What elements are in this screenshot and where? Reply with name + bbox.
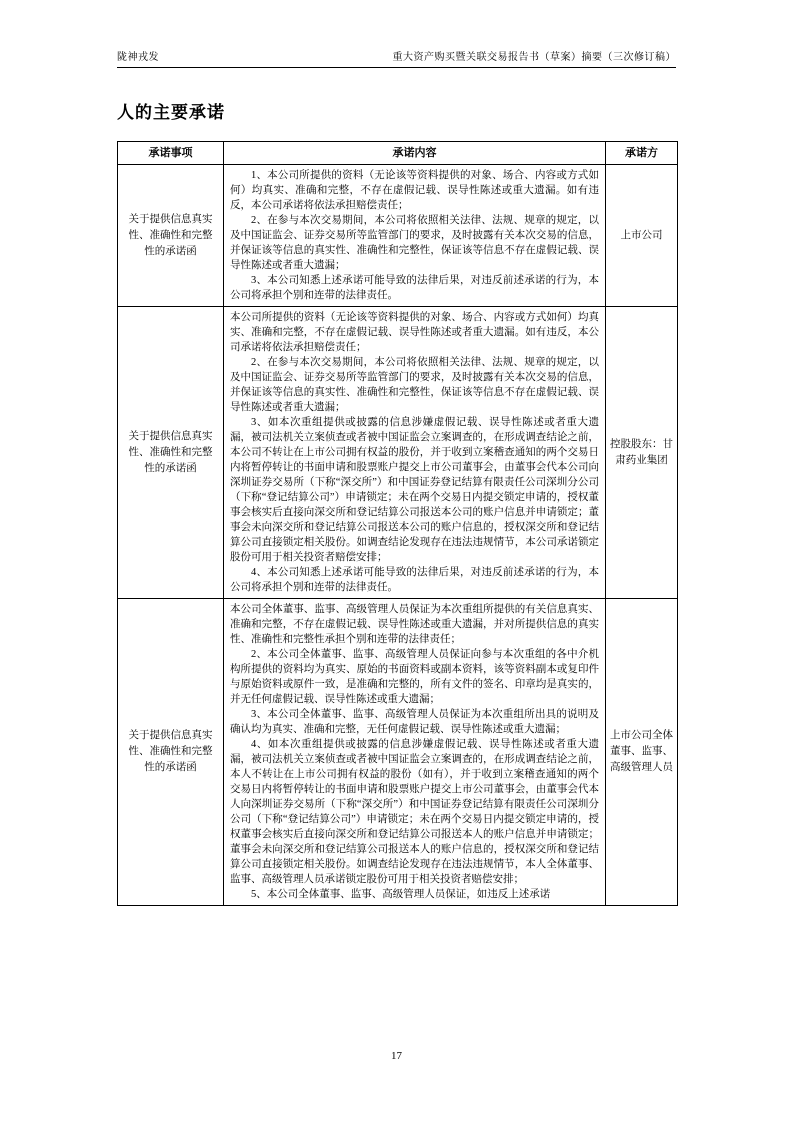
commitment-party: 上市公司全体董事、监事、高级管理人员	[606, 599, 678, 906]
commitment-item: 关于提供信息真实性、准确性和完整性的承诺函	[118, 599, 224, 906]
table-row	[118, 165, 678, 307]
commitment-paragraph: 2、在参与本次交易期间，本公司将依照相关法律、法规、规章的规定，以及中国证监会、证券交易所等监管部门的要求，及时披露有关本次交易的信息，并保证该等信息的真实性、准确性和完整性，保证该等信息不存在虚假记载、误导性陈述或者重大遗漏；	[230, 215, 599, 271]
commitment-paragraph: 3、本公司知悉上述承诺可能导致的法律后果，对违反前述承诺的行为，本公司将承担个别和连带的法律责任。	[230, 275, 599, 301]
page-number: 17	[391, 1050, 402, 1062]
commitment-item: 关于提供信息真实性、准确性和完整性的承诺函	[118, 165, 224, 307]
commitment-content	[224, 307, 606, 599]
column-header-party: 承诺方	[606, 142, 678, 165]
commitment-item: 关于提供信息真实性、准确性和完整性的承诺函	[118, 307, 224, 599]
section-title: 人的主要承诺	[117, 103, 225, 122]
commitment-content	[224, 599, 606, 906]
commitments-table	[117, 141, 678, 906]
table-header-row	[118, 142, 678, 165]
commitment-paragraph: 2、本公司全体董事、监事、高级管理人员保证向参与本次重组的各中介机构所提供的资料均为真实、原始的书面资料或副本资料，该等资料副本或复印件与原始资料或原件一致，是准确和完整的，所有文件的签名、印章均是真实的，并无任何虚假记载、误导性陈述或重大遗漏；	[230, 649, 599, 705]
commitment-paragraph: 4、本公司知悉上述承诺可能导致的法律后果，对违反前述承诺的行为，本公司将承担个别和连带的法律责任。	[230, 567, 599, 593]
table-row	[118, 599, 678, 906]
commitment-paragraph: 3、如本次重组提供或披露的信息涉嫌虚假记载、误导性陈述或者重大遗漏，被司法机关立案侦查或者被中国证监会立案调查的，在形成调查结论之前，本公司不转让在上市公司拥有权益的股份，并于收到立案稽查通知的两个交易日内将暂停转让的书面申请和股票账户提交上市公司董事会，由董事会代本公司向深圳证券交易所（下称“深交所”）和中国证券登记结算有限责任公司深圳分公司（下称“登记结算公司”）申请锁定；未在两个交易日内提交锁定申请的，授权董事会核实后直接向深交所和登记结算公司报送本公司的账户信息并申请锁定；董事会未向深交所和登记结算公司报送本公司的账户信息的，授权深交所和登记结算公司直接锁定相关股份。如调查结论发现存在违法违规情节，本公司承诺锁定股份可用于相关投资者赔偿安排；	[230, 417, 599, 563]
table-row	[118, 307, 678, 599]
commitment-paragraph: 4、如本次重组提供或披露的信息涉嫌虚假记载、误导性陈述或者重大遗漏，被司法机关立案侦查或者被中国证监会立案调查的，在形成调查结论之前，本人不转让在上市公司拥有权益的股份（如有），并于收到立案稽查通知的两个交易日内将暂停转让的书面申请和股票账户提交上市公司董事会，由董事会代本人向深圳证券交易所（下称“深交所”）和中国证券登记结算有限责任公司深圳分公司（下称“登记结算公司”）申请锁定；未在两个交易日内提交锁定申请的，授权董事会核实后直接向深交所和登记结算公司报送本人的账户信息并申请锁定；董事会未向深交所和登记结算公司报送本人的账户信息的，授权深交所和登记结算公司直接锁定相关股份。如调查结论发现存在违法违规情节，本人全体董事、监事、高级管理人员承诺锁定股份可用于相关投资者赔偿安排；	[230, 739, 599, 885]
commitment-paragraph: 5、本公司全体董事、监事、高级管理人员保证，如违反上述承诺	[251, 889, 551, 900]
commitment-content	[224, 165, 606, 307]
commitment-paragraph: 本公司全体董事、监事、高级管理人员保证为本次重组所提供的有关信息真实、准确和完整，不存在虚假记载、误导性陈述或重大遗漏，并对所提供信息的真实性、准确性和完整性承担个别和连带的法律责任；	[230, 604, 599, 645]
commitment-paragraph: 2、在参与本次交易期间，本公司将依照相关法律、法规、规章的规定，以及中国证监会、证券交易所等监管部门的要求，及时披露有关本次交易的信息，并保证该等信息的真实性、准确性和完整性，保证该等信息不存在虚假记载、误导性陈述或者重大遗漏；	[230, 357, 599, 413]
commitment-paragraph: 3、本公司全体董事、监事、高级管理人员保证为本次重组所出具的说明及确认均为真实、准确和完整，无任何虚假记载、误导性陈述或重大遗漏；	[230, 709, 599, 735]
page-header	[117, 48, 676, 68]
commitment-paragraph: 1、本公司所提供的资料（无论该等资料提供的对象、场合、内容或方式如何）均真实、准确和完整，不存在虚假记载、误导性陈述或重大遗漏。如有违反，本公司承诺将依法承担赔偿责任；	[230, 170, 599, 211]
commitment-party: 上市公司	[606, 165, 678, 307]
column-header-item: 承诺事项	[118, 142, 224, 165]
commitment-party: 控股股东：甘肃药业集团	[606, 307, 678, 599]
header-left-text: 陇神戎发	[117, 52, 159, 63]
commitment-paragraph: 本公司所提供的资料（无论该等资料提供的对象、场合、内容或方式如何）均真实、准确和完整，不存在虚假记载、误导性陈述或者重大遗漏。如有违反，本公司承诺将依法承担赔偿责任；	[230, 312, 599, 353]
header-right-text: 重大资产购买暨关联交易报告书（草案）摘要（三次修订稿）	[392, 52, 676, 63]
column-header-content: 承诺内容	[224, 142, 606, 165]
